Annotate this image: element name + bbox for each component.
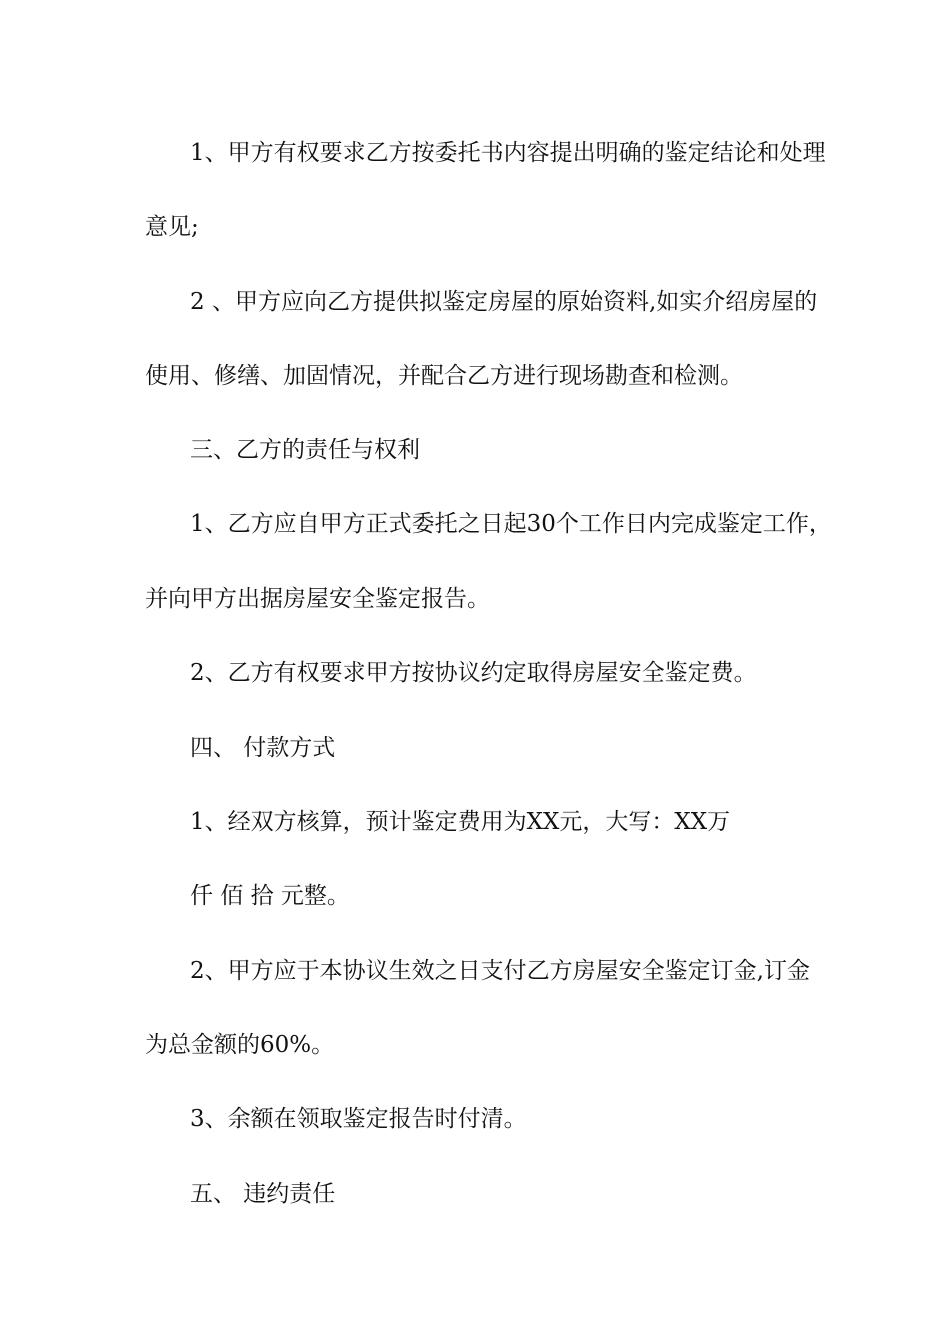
- section-3-heading: 三、乙方的责任与权利: [190, 437, 420, 463]
- clause-4-1-line-2: 仟 佰 拾 元整。: [190, 883, 350, 909]
- section-4-heading: 四、 付款方式: [190, 735, 336, 761]
- clause-2-2-line-2: 使用、修缮、加固情况，并配合乙方进行现场勘查和检测。: [145, 363, 743, 389]
- clause-2-1-line-2: 意见;: [145, 214, 199, 240]
- clause-3-1-line-1: 1、乙方应自甲方正式委托之日起30个工作日内完成鉴定工作，: [190, 511, 832, 537]
- clause-2-1-line-1: 1、甲方有权要求乙方按委托书内容提出明确的鉴定结论和处理: [190, 140, 826, 166]
- clause-2-2-line-1: 2 、甲方应向乙方提供拟鉴定房屋的原始资料,如实介绍房屋的: [190, 289, 818, 315]
- clause-4-3-line-1: 3、余额在领取鉴定报告时付清。: [190, 1106, 527, 1132]
- clause-4-2-line-2: 为总金额的60%。: [145, 1032, 335, 1058]
- clause-4-2-line-1: 2、甲方应于本协议生效之日支付乙方房屋安全鉴定订金,订金: [190, 958, 810, 984]
- clause-4-1-line-1: 1、经双方核算，预计鉴定费用为XX元，大写：XX万: [190, 809, 731, 835]
- clause-3-2-line-1: 2、乙方有权要求甲方按协议约定取得房屋安全鉴定费。: [190, 660, 757, 686]
- section-5-heading: 五、 违约责任: [190, 1181, 336, 1207]
- clause-3-1-line-2: 并向甲方出据房屋安全鉴定报告。: [145, 586, 490, 612]
